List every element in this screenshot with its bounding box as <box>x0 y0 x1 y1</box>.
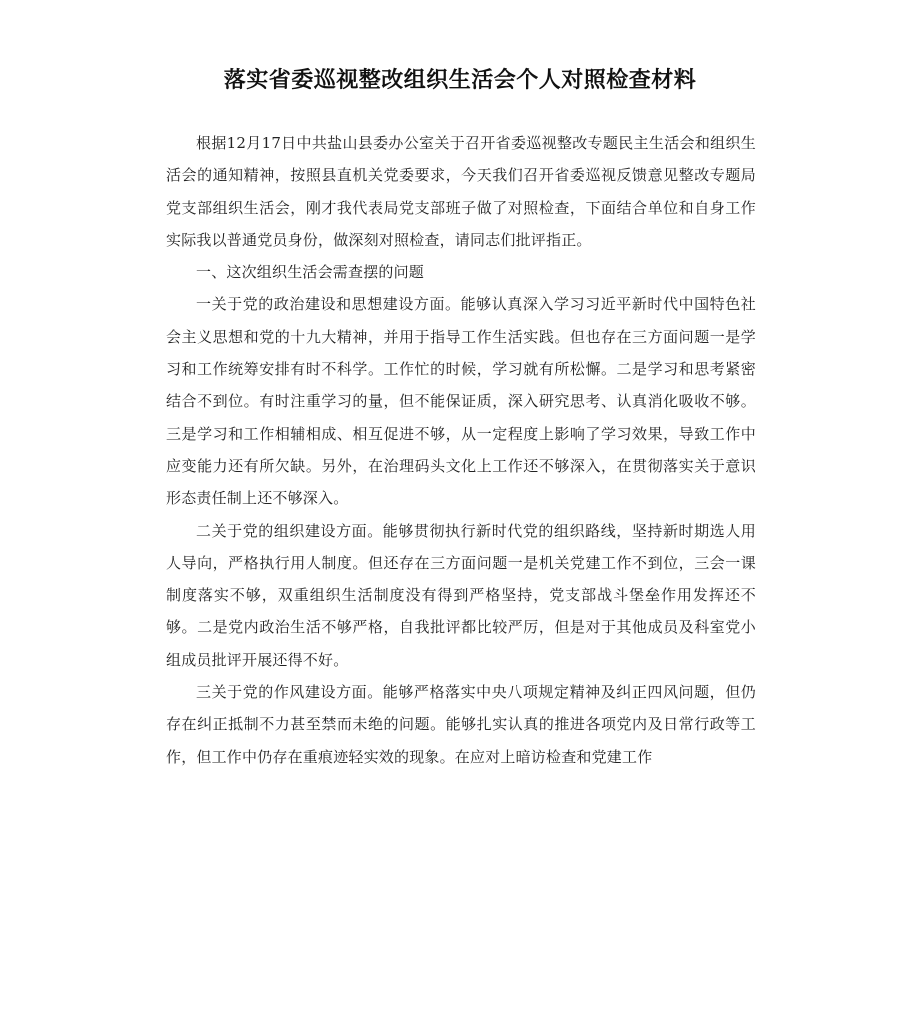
document-title: 落实省委巡视整改组织生活会个人对照检查材料 <box>223 68 697 93</box>
paragraph-political-building: 一关于党的政治建设和思想建设方面。能够认真深入学习习近平新时代中国特色社会主义思想和党的十九大精神，并用于指导工作生活实践。但也存在三方面问题一是学习和工作统筹安排有时不科学。工作忙的时候，学习就有所松懈。二是学习和思考紧密结合不到位。有时注重学习的量，但不能保证质，深入研究思考、认真消化吸收不够。三是学习和工作相辅相成、相互促进不够，从一定程度上影响了学习效果，导致工作中应变能力还有所欠缺。另外，在治理码头文化上工作还不够深入，在贯彻落实关于意识形态责任制上还不够深入。 <box>166 295 756 508</box>
paragraph-intro: 根据12月17日中共盐山县委办公室关于召开省委巡视整改专题民主生活会和组织生活会的通知精神，按照县直机关党委要求，今天我们召开省委巡视反馈意见整改专题局党支部组织生活会，刚才我代表局党支部班子做了对照检查，下面结合单位和自身工作实际我以普通党员身份，做深刻对照检查，请同志们批评指正。 <box>166 134 756 249</box>
section-heading: 一、这次组织生活会需查摆的问题 <box>196 263 425 282</box>
document-body <box>166 127 756 773</box>
paragraph-style-building: 三关于党的作风建设方面。能够严格落实中央八项规定精神及纠正四风问题，但仍存在纠正抵制不力甚至禁而未绝的问题。能够扎实认真的推进各项党内及日常行政等工作，但工作中仍存在重痕迹轻实效的现象。在应对上暗访检查和党建工作 <box>166 683 756 766</box>
paragraph-organization-building: 二关于党的组织建设方面。能够贯彻执行新时代党的组织路线，坚持新时期选人用人导向，严格执行用人制度。但还存在三方面问题一是机关党建工作不到位，三会一课制度落实不够，双重组织生活制度没有得到严格坚持，党支部战斗堡垒作用发挥还不够。二是党内政治生活不够严格，自我批评都比较严厉，但是对于其他成员及科室党小组成员批评开展还得不好。 <box>166 521 756 669</box>
